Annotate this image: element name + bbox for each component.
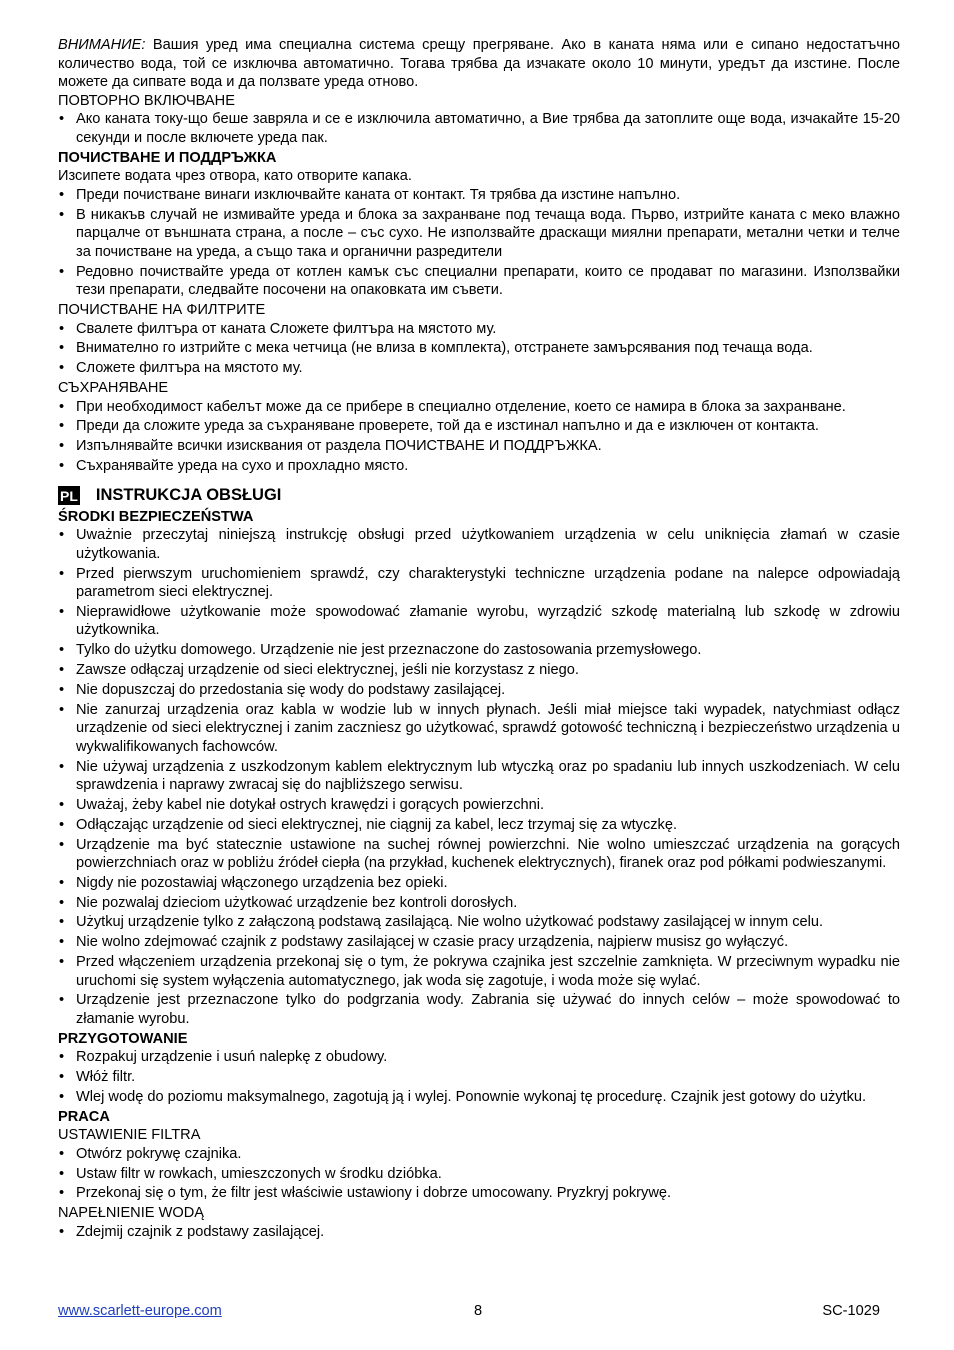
- section-heading: ПОЧИСТВАНЕ НА ФИЛТРИТЕ: [58, 302, 266, 319]
- list-item: • Nieprawidłowe użytkowanie może spowodować złamanie wyrobu, wyrządzić szkodę materialną lub szkodę w zdrowiu użytkownika.: [58, 603, 900, 640]
- list-item: • Nigdy nie pozostawiaj włączonego urządzenia bez opieki.: [58, 874, 900, 893]
- list-item: • Zdejmij czajnik z podstawy zasilającej.: [58, 1223, 900, 1242]
- list-item: • Редовно почиствайте уреда от котлен камък със специални препарати, които се продават по магазини. Използвайки тези препарати, следвайте посочени на опаковката им съвети.: [58, 263, 900, 300]
- bullet-list: [58, 110, 900, 147]
- list-item: • Преди почистване винаги изключвайте каната от контакт. Тя трябва да изстине напълно.: [58, 186, 900, 205]
- model-number: SC-1029: [822, 1303, 880, 1319]
- section-heading: СЪХРАНЯВАНЕ: [58, 380, 169, 396]
- paragraph: Изсипете водата чрез отвора, като отворите капака.: [58, 168, 412, 185]
- list-item: • Zawsze odłączaj urządzenie od sieci elektrycznej, jeśli nie korzystasz z niego.: [58, 661, 900, 680]
- section-heading: ŚRODKI BEZPIECZEŃSTWA: [58, 508, 254, 525]
- list-item: • Urządzenie ma być statecznie ustawione na suchej równej powierzchni. Nie wolno umieszczać urządzenia na gorących powierzchniach oraz w pobliżu źródeł ciepła (na przykład, kuchenek elektrycznych), firanek oraz pod półkami podwieszanymi.: [58, 836, 900, 873]
- list-item: • При необходимост кабелът може да се прибере в специално отделение, което се намира в блока за захранване.: [58, 398, 900, 417]
- list-item: • Otwórz pokrywę czajnika.: [58, 1145, 900, 1164]
- website-link[interactable]: www.scarlett-europe.com: [58, 1303, 222, 1319]
- list-item: • Свалете филтъра от каната Сложете филтъра на мястото му.: [58, 320, 900, 339]
- bullet-list: [58, 1048, 900, 1106]
- list-item: • Włóż filtr.: [58, 1068, 900, 1087]
- list-item: • Przed pierwszym uruchomieniem sprawdź, czy charakterystyki techniczne urządzenia podane na nalepce odpowiadają parametrom sieci elektrycznej.: [58, 565, 900, 602]
- section-heading: ПОВТОРНО ВКЛЮЧВАНЕ: [58, 92, 235, 109]
- list-item: • Внимателно го изтрийте с мека четчица (не влиза в комплекта), отстранете замърсявания под течаща вода.: [58, 339, 900, 358]
- list-item: • Urządzenie jest przeznaczone tylko do podgrzania wody. Zabrania się używać do innych celów – może spowodować to złamanie wyrobu.: [58, 991, 900, 1028]
- bullet-list: [58, 526, 900, 1028]
- section-heading: PRACA: [58, 1108, 110, 1125]
- bullet-list: [58, 186, 900, 300]
- list-item: • Odłączając urządzenie od sieci elektrycznej, nie ciągnij za kabel, lecz trzymaj się za wtyczkę.: [58, 816, 900, 835]
- list-item: • Tylko do użytku domowego. Urządzenie nie jest przeznaczone do zastosowania przemysłowego.: [58, 641, 900, 660]
- section-heading: PRZYGOTOWANIE: [58, 1030, 188, 1047]
- list-item: • Nie pozwalaj dzieciom użytkować urządzenie bez kontroli dorosłych.: [58, 894, 900, 913]
- list-item: • Изпълнявайте всички изисквания от раздела ПОЧИСТВАНЕ И ПОДДРЪЖКА.: [58, 437, 900, 456]
- list-item: • Uważaj, żeby kabel nie dotykał ostrych krawędzi i gorących powierzchni.: [58, 796, 900, 815]
- list-item: • Nie zanurzaj urządzenia oraz kabla w wodzie lub w innych płynach. Jeśli miał miejsce taki wypadek, natychmiast odłącz urządzenie od sieci elektrycznej i zanim zaczniesz go użytkować, sprawdź gotowość techniczną i bezpieczeństwo urządzenia u wykwalifikowanych fachowców.: [58, 701, 900, 757]
- list-item: • Nie wolno zdejmować czajnik z podstawy zasilającej w czasie pracy urządzenia, najpierw musisz go wyłączyć.: [58, 933, 900, 952]
- page-number: 8: [474, 1303, 483, 1319]
- list-item: • Nie dopuszczaj do przedostania się wody do podstawy zasilającej.: [58, 681, 900, 700]
- bullet-list: [58, 1145, 900, 1203]
- document-page: [58, 36, 900, 1243]
- warning-paragraph: [58, 36, 900, 92]
- list-item: • Uważnie przeczytaj niniejszą instrukcję obsługi przed użytkowaniem urządzenia w celu uniknięcia złamań w czasie użytkowania.: [58, 526, 900, 563]
- bullet-list: [58, 320, 900, 378]
- list-item: • Ако каната току-що беше завряла и се е изключила автоматично, а Вие трябва да затоплите още вода, изчакайте 15-20 секунди и после включете уреда пак.: [58, 110, 900, 147]
- list-item: • Użytkuj urządzenie tylko z załączoną podstawą zasilającą. Nie wolno użytkować podstawy zasilającej w innym celu.: [58, 913, 900, 932]
- subsection-heading: NAPEŁNIENIE WODĄ: [58, 1205, 204, 1222]
- language-badge: PL: [60, 488, 78, 505]
- warning-text: Вашия уред има специална система срещу прегряване. Ако в каната няма или е сипано недостатъчно количество вода, той се изключва автоматично. Тогава трябва да изчакате около 10 минути, уредът да изстине. После можете да сипвате вода и да ползвате уреда отново.: [58, 37, 900, 91]
- section-heading: ПОЧИСТВАНЕ И ПОДДРЪЖКА: [58, 149, 277, 166]
- bullet-list: [58, 398, 900, 476]
- list-item: • Сложете филтъра на мястото му.: [58, 359, 900, 378]
- list-item: • Przekonaj się o tym, że filtr jest właściwie ustawiony i dobrze umocowany. Pryzkryj pokrywę.: [58, 1184, 900, 1203]
- manual-title: INSTRUKCJA OBSŁUGI: [95, 486, 282, 505]
- list-item: • Przed włączeniem urządzenia przekonaj się o tym, że pokrywa czajnika jest szczelnie zamknięta. W przeciwnym wypadku nie uruchomi się system wyłączenia automatycznego, jak woda się zagotuje, i woda może się wylać.: [58, 953, 900, 990]
- list-item: • Wlej wodę do poziomu maksymalnego, zagotują ją i wylej. Ponownie wykonaj tę procedurę. Czajnik jest gotowy do użytku.: [58, 1088, 900, 1107]
- list-item: • Преди да сложите уреда за съхраняване проверете, той да е изстинал напълно и да е изключен от контакта.: [58, 417, 900, 436]
- list-item: • Rozpakuj urządzenie i usuń nalepkę z obudowy.: [58, 1048, 900, 1067]
- bullet-list: [58, 1223, 900, 1242]
- list-item: • Nie używaj urządzenia z uszkodzonym kablem elektrycznym lub wtyczką oraz po spadaniu lub innych uszkodzeniach. W celu sprawdzenia i naprawy zwracaj się do najbliższego serwisu.: [58, 758, 900, 795]
- warning-label: ВНИМАНИЕ:: [58, 37, 146, 53]
- list-item: • Ustaw filtr w rowkach, umieszczonych w środku dzióbka.: [58, 1165, 900, 1184]
- list-item: • В никакъв случай не измивайте уреда и блока за захранване под течаща вода. Първо, изтрийте каната с меко влажно парцалче от външната страна, а после – със сухо. Не използвайте драскащи миялни препарати, метални четки и телче за почистване на уреда, а също така и органични разредители: [58, 206, 900, 262]
- list-item: • Съхранявайте уреда на сухо и прохладно място.: [58, 457, 900, 476]
- pl-section-header: [58, 484, 900, 508]
- subsection-heading: USTAWIENIE FILTRA: [58, 1127, 201, 1144]
